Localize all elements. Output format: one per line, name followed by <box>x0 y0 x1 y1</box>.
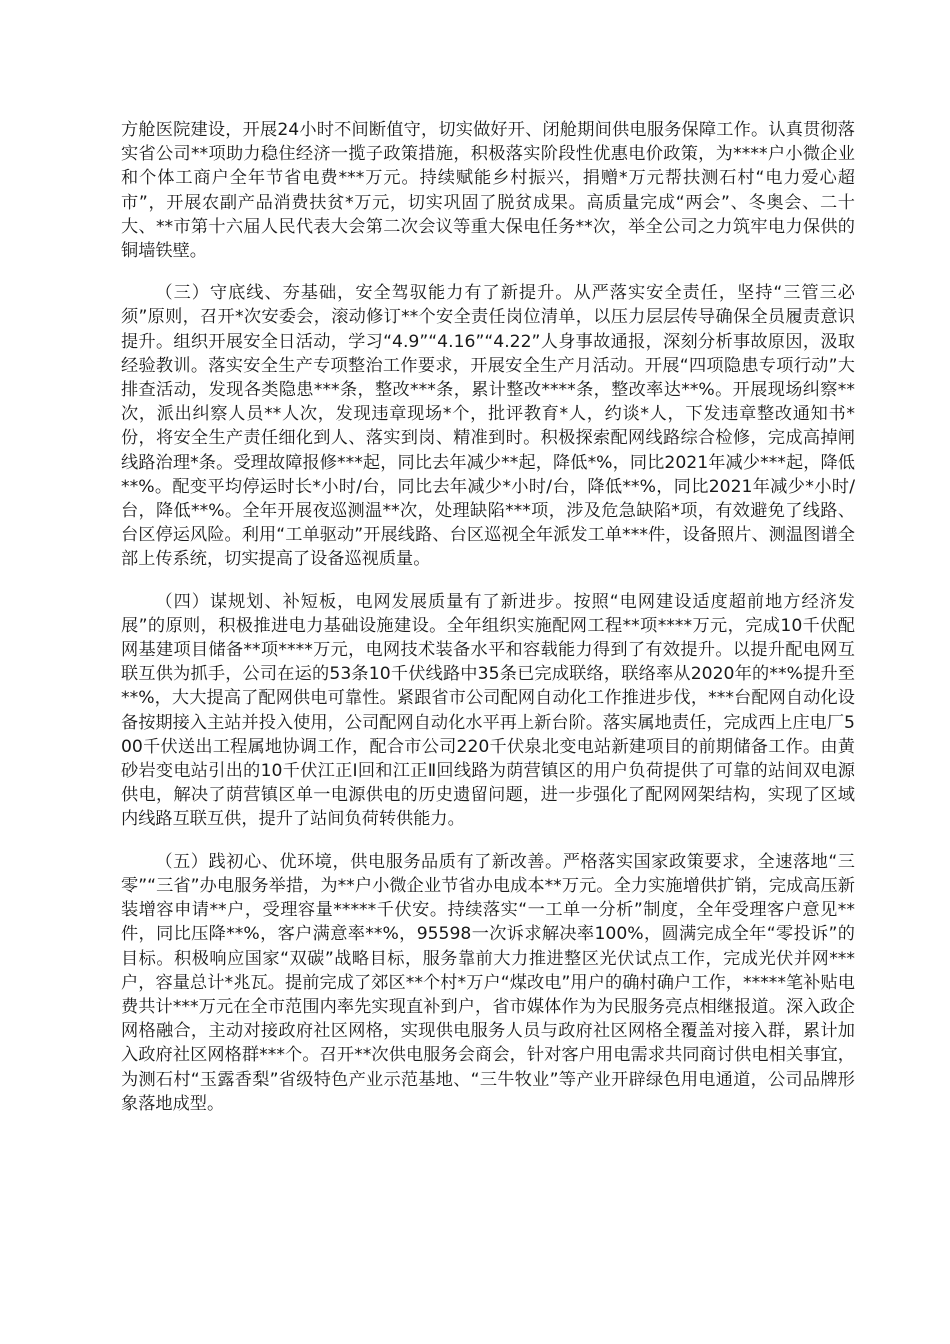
paragraph-service-quality: （五）践初心、优环境，供电服务品质有了新改善。严格落实国家政策要求，全速落地“三零”“三省”办电服务举措，为**户小微企业节省办电成本**万元。全力实施增供扩销，完成高压新装增容申请**户，受理容量*****千伏安。持续落实“一工单一分析”制度，全年受理客户意见**件，同比压降**%，客户满意率**%，95598一次诉求解决率100%，圆满完成全年“零投诉”的目标。积极响应国家“双碳”战略目标，服务靠前大力推进整区光伏试点工作，完成光伏并网***户，容量总计*兆瓦。提前完成了郊区**个村*万户“煤改电”用户的确村确户工作，*****笔补贴电费共计***万元在全市范围内率先实现直补到户，省市媒体作为为民服务亮点相继报道。深入政企网格融合，主动对接政府社区网格，实现供电服务人员与政府社区网格全覆盖对接入群，累计加入政府社区网格群***个。召开**次供电服务会商会，针对客户用电需求共同商讨供电相关事宜，为测石村“玉露香梨”省级特色产业示范基地、“三牛牧业”等产业开辟绿色用电通道，公司品牌形象落地成型。 <box>121 851 855 1114</box>
paragraph-continuation: 方舱医院建设，开展24小时不间断值守，切实做好开、闭舱期间供电服务保障工作。认真贯彻落实省公司**项助力稳住经济一揽子政策措施，积极落实阶段性优惠电价政策，为****户小微企业和个体工商户全年节省电费***万元。持续赋能乡村振兴，捐赠*万元帮扶测石村“电力爱心超市”，开展农副产品消费扶贫*万元，切实巩固了脱贫成果。高质量完成“两会”、冬奥会、二十大、**市第十六届人民代表大会第二次会议等重大保电任务**次，举全公司之力筑牢电力保供的铜墙铁壁。 <box>121 120 855 262</box>
paragraph-grid-development: （四）谋规划、补短板，电网发展质量有了新进步。按照“电网建设适度超前地方经济发展”的原则，积极推进电力基础设施建设。全年组织实施配网工程**项****万元，完成10千伏配网基建项目储备**项****万元，电网技术装备水平和容载能力得到了有效提升。以提升配电网互联互供为抓手，公司在运的53条10千伏线路中35条已完成联络，联络率从2020年的**%提升至**%，大大提高了配网供电可靠性。紧跟省市公司配网自动化工作推进步伐，***台配网自动化设备按期接入主站并投入使用，公司配网自动化水平再上新台阶。落实属地责任，完成西上庄电厂500千伏送出工程属地协调工作，配合市公司220千伏泉北变电站新建项目的前期储备工作。由黄砂岩变电站引出的10千伏江正Ⅰ回和江正Ⅱ回线路为荫营镇区的用户负荷提供了可靠的站间双电源供电，解决了荫营镇区单一电源供电的历史遗留问题，进一步强化了配网网架结构，实现了区域内线路互联互供，提升了站间负荷转供能力。 <box>121 591 855 830</box>
document-page <box>121 118 855 1134</box>
paragraph-safety: （三）守底线、夯基础，安全驾驭能力有了新提升。从严落实安全责任，坚持“三管三必须”原则，召开*次安委会，滚动修订**个安全责任岗位清单，以压力层层传导确保全员履责意识提升。组织开展安全日活动，学习“4.9”“4.16”“4.22”人身事故通报，深刻分析事故原因，汲取经验教训。落实安全生产专项整治工作要求，开展安全生产月活动。开展“四项隐患专项行动”大排查活动，发现各类隐患***条，整改***条，累计整改****条，整改率达**%。开展现场纠察**次，派出纠察人员**人次，发现违章现场*个，批评教育*人，约谈*人，下发违章整改通知书*份，将安全生产责任细化到人、落实到岗、精准到时。积极探索配网线路综合检修，完成高掉闸线路治理*条。受理故障报修***起，同比去年减少**起，降低*%，同比2021年减少***起，降低**%。配变平均停运时长*小时/台，同比去年减少*小时/台，降低**%，同比2021年减少*小时/台，降低**%。全年开展夜巡测温**次，处理缺陷***项，涉及危急缺陷*项，有效避免了线路、台区停运风险。利用“工单驱动”开展线路、台区巡视全年派发工单***件，设备照片、测温图谱全部上传系统，切实提高了设备巡视质量。 <box>121 283 855 570</box>
